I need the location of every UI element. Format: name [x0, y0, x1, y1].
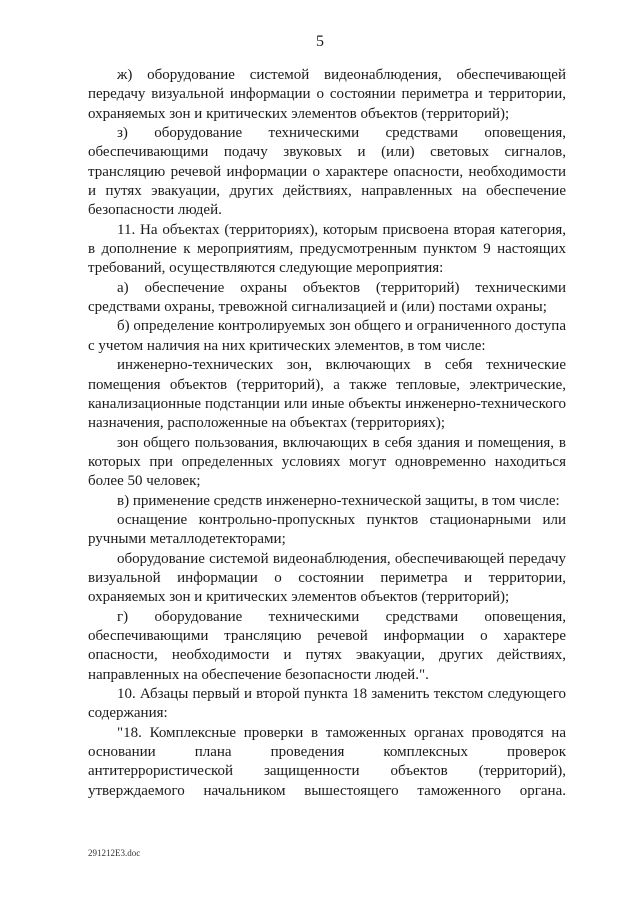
paragraph-engineering-zones: инженерно-технических зон, включающих в себя технические помещения объектов (территорий), а также тепловые, электрические, канализационные подстанции или иные объекты инженерно-технического назначения, расположенные на объектах (территориях); [88, 357, 566, 432]
paragraph-z: з) оборудование техническими средствами оповещения, обеспечивающими подачу звуковых и (или) световых сигналов, трансляцию речевой информации о характере опасности, необходимости и путях эвакуации, других действиях, направленных на обеспечение безопасности людей. [88, 125, 566, 219]
paragraph-v: в) применение средств инженерно-технической защиты, в том числе: [117, 492, 560, 509]
document-body [88, 66, 566, 801]
paragraph-18-quote: "18. Комплексные проверки в таможенных органах проводятся на основании плана проведения комплексных проверок антитеррористической защищенности объектов (территорий), утверждаемого начальником вышестоящего таможенного органа. [88, 724, 566, 799]
page-number: 5 [316, 33, 324, 50]
footer-doc-code: 291212E3.doc [88, 848, 141, 858]
paragraph-10: 10. Абзацы первый и второй пункта 18 заменить текстом следующего содержания: [88, 686, 566, 722]
paragraph-public-zones: зон общего пользования, включающих в себя здания и помещения, в которых при определенных условиях могут одновременно находиться более 50 человек; [88, 434, 566, 490]
paragraph-g: г) оборудование техническими средствами оповещения, обеспечивающими трансляцию речевой информации о характере опасности, необходимости и путях эвакуации, других действиях, направленных на обеспечение безопасности людей.". [88, 608, 566, 683]
paragraph-11: 11. На объектах (территориях), которым присвоена вторая категория, в дополнение к мероприятиям, предусмотренным пунктом 9 настоящих требований, осуществляются следующие мероприятия: [88, 221, 566, 277]
paragraph-video-surveillance: оборудование системой видеонаблюдения, обеспечивающей передачу визуальной информации о состоянии периметра и территории, охраняемых зон и критических элементов объектов (территорий); [88, 550, 566, 606]
paragraph-b: б) определение контролируемых зон общего и ограниченного доступа с учетом наличия на них критических элементов, в том числе: [88, 318, 566, 354]
paragraph-metal-detectors: оснащение контрольно-пропускных пунктов стационарными или ручными металлодетекторами; [88, 511, 566, 548]
paragraph-a: а) обеспечение охраны объектов (территорий) техническими средствами охраны, тревожной сигнализацией и (или) постами охраны; [88, 279, 566, 316]
paragraph-zh: ж) оборудование системой видеонаблюдения, обеспечивающей передачу визуальной информации о состоянии периметра и территории, охраняемых зон и критических элементов объектов (территорий); [88, 67, 566, 122]
